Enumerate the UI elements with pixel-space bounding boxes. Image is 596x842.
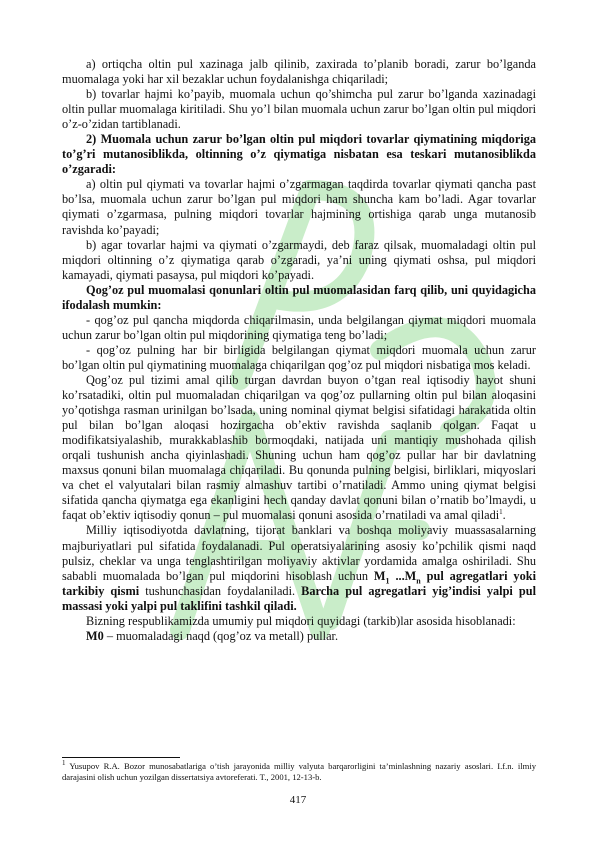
paragraph: - qog’oz pulning har bir birligida belgilangan qiymat miqdori muomala uchun zarur bo’lgan oltin pul qiymatining muomalaga chiqarilgan qog’oz pul miqdori nisbatiga mos keladi.: [62, 342, 536, 372]
bold-heading: Qog’oz pul muomalasi qonunlari oltin pul muomalasidan farq qilib, uni quyidagicha ifodalash mumkin:: [62, 282, 536, 312]
footnote: [62, 761, 536, 783]
page-number: 417: [289, 794, 307, 806]
paragraph-text: – muomaladagi naqd (qog’oz va metall) pullar.: [106, 628, 339, 643]
paragraph-text: Qog’oz pul tizimi amal qilib turgan davrdan buyon o’tgan real iqtisodiy hayot shuni ko’rsatadiki, oltin pul muomaladan chiqarilgan va qog’oz pullarning oltin pul bilan aloqasini yo’qotishga rasman urinilgan bo’lsada, uning nominal qiymat belgisi sifatidagi harakatida oltin pul bilan bo’lgan aloqasi hozirgacha ob’ektiv ravishda saqlanib qolgan. Faqat u modifikatsiyalashib, murakkablashib bormoqdaki, natijada uni mantiqiy mushohada qilish orqali tushunish ancha qiyinlashadi. Shuning uchun ham qog’oz pullar har bir davlatning maxsus qonuni bilan muomalaga chiqariladi. Bu qonunda pulning belgisi, birliklari, miqyoslari va chet el valyutalari bilan rasmiy almashuv tartibi o’rnatiladi. Ammo uning qiymat belgisi sifatida qancha qiymatga ega ekanligini hech qanday davlat qonuni bilan o’rnatib bo’lmaydi, u faqat ob’ektiv iqtisodiy qonun – pul muomalasi qonuni asosida o’rnatiladi va amal qiladi: [62, 372, 536, 523]
paragraph: [62, 283, 536, 313]
footnote-text: Yusupov R.A. Bozor munosabatlariga o’tish jarayonida milliy valyuta barqarorligini ta’minlashning nazariy asoslari. I.f.n. ilmiy darajasini olish uchun yozilgan dissertatsiya avtoreferati. T., 2001, 12-13-b.: [62, 761, 536, 782]
bold-term: M0: [86, 628, 104, 643]
aggregate-formula: $M_1$ $...M_n$: [373, 568, 421, 586]
footnote-marker: 1: [62, 759, 66, 768]
paragraph: [62, 629, 536, 644]
paragraph-text: tushunchasidan foydalaniladi.: [145, 583, 296, 598]
paragraph: Qog’oz pul tizimi amal qilib turgan davrdan buyon o’tgan real iqtisodiy hayot shuni ko’rsatadiki, oltin pul muomaladan chiqarilgan va qog’oz pullarning oltin pul bilan aloqasini yo’qotishga rasman urinilgan bo’lsada, uning nominal qiymat belgisi sifatidagi harakatida oltin pul bilan bo’lgan aloqasi hozirgacha ob’ektiv ravishda saqlanib qolgan. Faqat u modifikatsiyalashib, murakkablashib bormoqdaki, natijada uni mantiqiy mushohada qilish orqali tushunish ancha qiyinlashadi. Shuning uchun ham qog’oz pullar har bir davlatning maxsus qonuni bilan muomalaga chiqariladi. Bu qonunda pulning belgisi, birliklari, miqyoslari va chet el valyutalari bilan rasmiy almashuv tartibi o’rnatiladi. Ammo uning qiymat belgisi sifatida qancha qiymatga ega ekanligini hech qanday davlat qonuni bilan o’rnatib bo’lmaydi, u faqat ob’ektiv iqtisodiy qonun – pul muomalasi qonuni asosida o’rnatiladi va amal qiladi$^1$.: [62, 372, 536, 523]
paragraph: b) agar tovarlar hajmi va qiymati o’zgarmaydi, deb faraz qilsak, muomaladagi oltin pul miqdori oltinning o’z qiymatiga qarab o’zgaradi, ya’ni uning qiymati oshsa, pul miqdori kamayadi, qiymati pasaysa, pul miqdori ko’payadi.: [62, 237, 536, 282]
paragraph: a) ortiqcha oltin pul xazinaga jalb qilinib, zaxirada to’planib boradi, zarur bo’lganda muomalaga yoki har xil bezaklar uchun foydalanishga chiqariladi;: [62, 57, 536, 87]
paragraph: a) oltin pul qiymati va tovarlar hajmi o’zgarmagan taqdirda tovarlar qiymati qancha past bo’lsa, muomala uchun zarur bo’lgan pul miqdori ham shuncha kam bo’ladi. Agar tovarlar qiymati o’zgarmasa, pulning miqdori tovarlar hajmining ortishiga qarab unga mutanosib ravishda ko’payadi;: [62, 177, 536, 237]
footnote-ref: 1: [499, 508, 503, 517]
bold-heading: 2) Muomala uchun zarur bo’lgan oltin pul miqdori tovarlar qiymatining miqdoriga to’g’ri mutanosiblikda, oltinning o’z qiymatiga nisbatan esa teskari mutanosiblikda o’zgaradi:: [62, 132, 536, 177]
paragraph-text: Milliy iqtisodiyotda davlatning, tijorat banklari va boshqa moliyaviy muassasalarning majburiyatlari pul sifatida foydalanadi. Pul operatsiyalarining asosiy ko’pchilik qismi naqd pulsiz, cheklar va unga tenglashtirilgan moliyaviy aktivlar yordamida amalga oshiriladi. Shu sababli muomalada bo’lgan pul miqdorini hisoblash uchun: [62, 523, 536, 583]
footnote-divider: [62, 757, 180, 758]
bold-term: pul agregatlari yoki tarkibiy qismi: [62, 568, 536, 598]
paragraph: b) tovarlar hajmi ko’payib, muomala uchun qo’shimcha pul zarur bo’lganda xazinadagi oltin pullar muomalaga kiritiladi. Shu yo’l bilan muomala uchun zarur bo’lgan oltin pul miqdori o’z-o’zidan tartiblanadi.: [62, 87, 536, 132]
page-body: [62, 57, 536, 644]
bold-sentence: Barcha pul agregatlari yig’indisi yalpi pul massasi yoki yalpi pul taklifini tashkil qiladi.: [62, 583, 537, 613]
paragraph: - qog’oz pul qancha miqdorda chiqarilmasin, unda belgilangan qiymat miqdori muomala uchun zarur bo’lgan oltin pul miqdorining qiymatiga teng bo’ladi;: [62, 312, 536, 342]
paragraph: [62, 132, 536, 177]
paragraph: Bizning respublikamizda umumiy pul miqdori quyidagi (tarkib)lar asosida hisoblanadi:: [86, 613, 516, 628]
paragraph: [62, 523, 536, 613]
